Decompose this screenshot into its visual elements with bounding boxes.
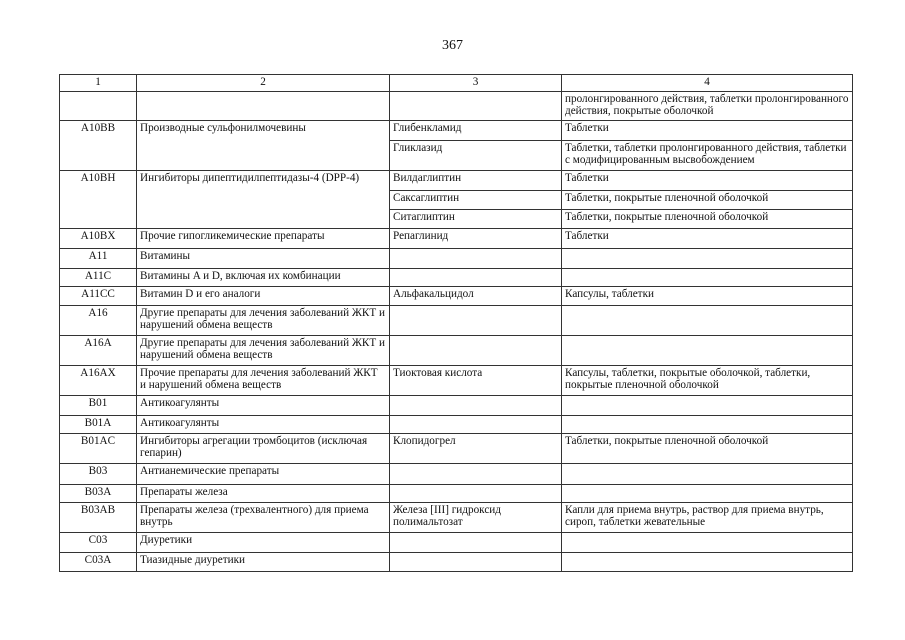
table-row xyxy=(60,503,853,533)
header-cell: 4 xyxy=(562,75,853,92)
header-cell: 3 xyxy=(390,75,562,92)
dosage-form-cell: пролонгированного действия, таблетки пролонгированного действия, покрытые оболочкой xyxy=(562,92,853,121)
dosage-form-cell xyxy=(562,416,853,434)
table-body xyxy=(60,75,853,572)
group-cell: Производные сульфонилмочевины xyxy=(137,121,390,171)
atc-code-cell: A10BH xyxy=(60,171,137,229)
atc-code-cell: A16AX xyxy=(60,366,137,396)
group-cell: Витамины A и D, включая их комбинации xyxy=(137,269,390,287)
drug-name-cell xyxy=(390,336,562,366)
dosage-form-cell xyxy=(562,553,853,572)
drug-name-cell xyxy=(390,396,562,416)
drug-name-cell xyxy=(390,416,562,434)
drug-name-cell: Глибенкламид xyxy=(390,121,562,141)
group-cell: Прочие препараты для лечения заболеваний ЖКТ и нарушений обмена веществ xyxy=(137,366,390,396)
dosage-form-cell: Капсулы, таблетки, покрытые оболочкой, таблетки, покрытые пленочной оболочкой xyxy=(562,366,853,396)
drug-table xyxy=(59,74,853,572)
drug-name-cell xyxy=(390,464,562,485)
dosage-form-cell: Таблетки, покрытые пленочной оболочкой xyxy=(562,210,853,229)
dosage-form-cell: Таблетки xyxy=(562,121,853,141)
dosage-form-cell xyxy=(562,396,853,416)
drug-name-cell: Саксаглиптин xyxy=(390,191,562,210)
table-row xyxy=(60,434,853,464)
group-cell: Диуретики xyxy=(137,533,390,553)
group-cell: Витамин D и его аналоги xyxy=(137,287,390,306)
drug-name-cell: Гликлазид xyxy=(390,141,562,171)
group-cell: Антикоагулянты xyxy=(137,396,390,416)
dosage-form-cell: Таблетки, покрытые пленочной оболочкой xyxy=(562,434,853,464)
drug-name-cell: Ситаглиптин xyxy=(390,210,562,229)
drug-name-cell xyxy=(390,269,562,287)
atc-code-cell: A11 xyxy=(60,249,137,269)
table-row xyxy=(60,306,853,336)
page-number: 367 xyxy=(442,38,463,53)
dosage-form-cell xyxy=(562,485,853,503)
table-row xyxy=(60,533,853,553)
drug-name-cell xyxy=(390,485,562,503)
dosage-form-cell xyxy=(562,533,853,553)
atc-code-cell xyxy=(60,92,137,121)
dosage-form-cell xyxy=(562,249,853,269)
dosage-form-cell: Таблетки, таблетки пролонгированного действия, таблетки с модифицированным высвобождением xyxy=(562,141,853,171)
table-row xyxy=(60,366,853,396)
group-cell: Антикоагулянты xyxy=(137,416,390,434)
dosage-form-cell xyxy=(562,464,853,485)
group-cell: Ингибиторы агрегации тромбоцитов (исключая гепарин) xyxy=(137,434,390,464)
table-row xyxy=(60,249,853,269)
drug-name-cell xyxy=(390,306,562,336)
drug-name-cell: Репаглинид xyxy=(390,229,562,249)
atc-code-cell: C03 xyxy=(60,533,137,553)
drug-name-cell xyxy=(390,533,562,553)
drug-name-cell: Вилдаглиптин xyxy=(390,171,562,191)
drug-name-cell: Клопидогрел xyxy=(390,434,562,464)
table-row xyxy=(60,416,853,434)
dosage-form-cell xyxy=(562,306,853,336)
table-row xyxy=(60,336,853,366)
table-row xyxy=(60,121,853,141)
atc-code-cell: A11C xyxy=(60,269,137,287)
dosage-form-cell: Таблетки xyxy=(562,229,853,249)
drug-name-cell xyxy=(390,553,562,572)
atc-code-cell: A10BB xyxy=(60,121,137,171)
atc-code-cell: A16 xyxy=(60,306,137,336)
group-cell: Витамины xyxy=(137,249,390,269)
drug-name-cell: Железа [III] гидроксид полимальтозат xyxy=(390,503,562,533)
header-cell: 1 xyxy=(60,75,137,92)
group-cell: Другие препараты для лечения заболеваний ЖКТ и нарушений обмена веществ xyxy=(137,306,390,336)
dosage-form-cell: Капли для приема внутрь, раствор для приема внутрь, сироп, таблетки жевательные xyxy=(562,503,853,533)
drug-name-cell xyxy=(390,249,562,269)
table-row xyxy=(60,464,853,485)
dosage-form-cell xyxy=(562,269,853,287)
header-cell: 2 xyxy=(137,75,390,92)
table-row xyxy=(60,396,853,416)
table-row xyxy=(60,229,853,249)
drug-name-cell: Альфакальцидол xyxy=(390,287,562,306)
drug-name-cell xyxy=(390,92,562,121)
drug-name-cell: Тиоктовая кислота xyxy=(390,366,562,396)
atc-code-cell: A11CC xyxy=(60,287,137,306)
dosage-form-cell xyxy=(562,336,853,366)
group-cell: Ингибиторы дипептидилпептидазы-4 (DPP-4) xyxy=(137,171,390,229)
atc-code-cell: B01AC xyxy=(60,434,137,464)
atc-code-cell: B01 xyxy=(60,396,137,416)
atc-code-cell: A10BX xyxy=(60,229,137,249)
table-header-row xyxy=(60,75,853,92)
atc-code-cell: B03A xyxy=(60,485,137,503)
group-cell: Тиазидные диуретики xyxy=(137,553,390,572)
atc-code-cell: A16A xyxy=(60,336,137,366)
group-cell: Препараты железа xyxy=(137,485,390,503)
dosage-form-cell: Таблетки, покрытые пленочной оболочкой xyxy=(562,191,853,210)
group-cell: Другие препараты для лечения заболеваний ЖКТ и нарушений обмена веществ xyxy=(137,336,390,366)
table-row xyxy=(60,171,853,191)
atc-code-cell: B01A xyxy=(60,416,137,434)
table-row xyxy=(60,92,853,121)
table-row xyxy=(60,269,853,287)
group-cell xyxy=(137,92,390,121)
atc-code-cell: B03 xyxy=(60,464,137,485)
table-row xyxy=(60,485,853,503)
dosage-form-cell: Капсулы, таблетки xyxy=(562,287,853,306)
group-cell: Препараты железа (трехвалентного) для приема внутрь xyxy=(137,503,390,533)
atc-code-cell: C03A xyxy=(60,553,137,572)
dosage-form-cell: Таблетки xyxy=(562,171,853,191)
table-row xyxy=(60,553,853,572)
group-cell: Прочие гипогликемические препараты xyxy=(137,229,390,249)
atc-code-cell: B03AB xyxy=(60,503,137,533)
table-row xyxy=(60,287,853,306)
group-cell: Антианемические препараты xyxy=(137,464,390,485)
